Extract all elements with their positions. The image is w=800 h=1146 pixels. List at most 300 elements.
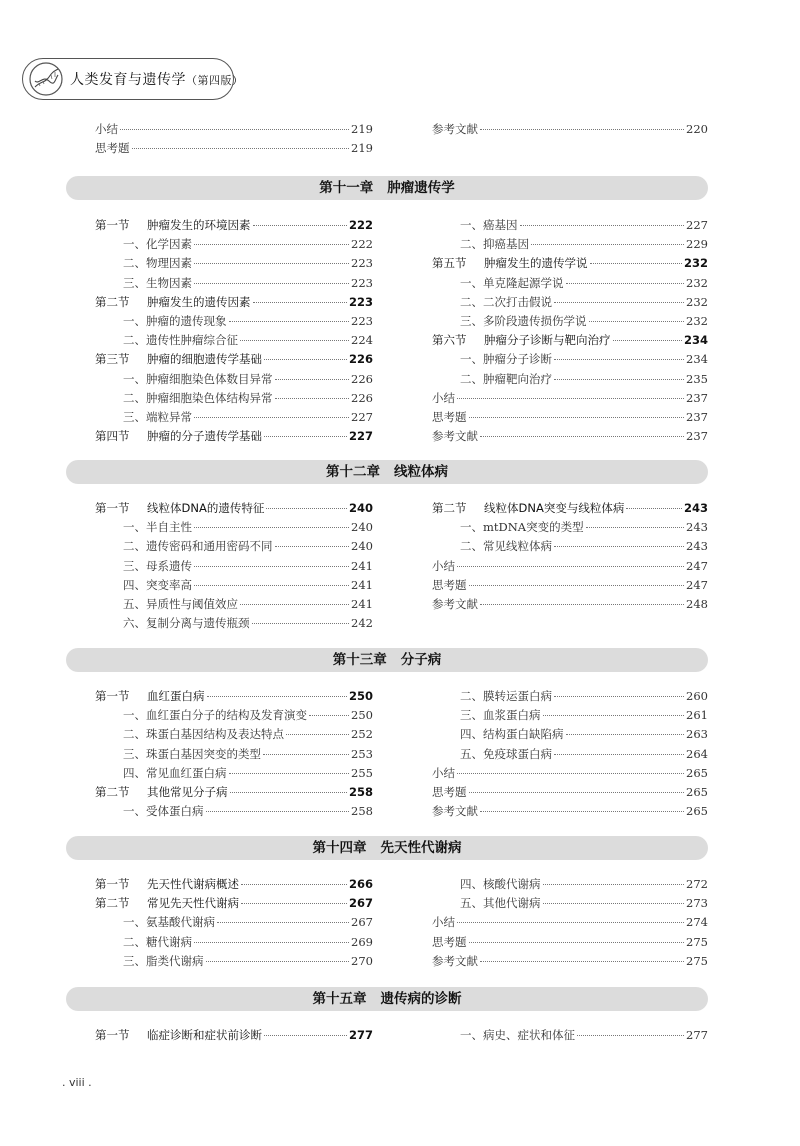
- dot-leader: [543, 903, 685, 904]
- toc-page-number: 227: [351, 409, 373, 424]
- toc-right-column: [432, 876, 708, 972]
- toc-entry[interactable]: [432, 428, 708, 447]
- toc-left-column: [95, 217, 373, 447]
- dot-leader: [554, 696, 684, 697]
- dot-leader: [194, 566, 349, 567]
- toc-page-number: 252: [351, 727, 373, 742]
- toc-page-number: 223: [351, 275, 373, 290]
- dot-leader: [590, 263, 682, 264]
- toc-section-label: [432, 332, 611, 348]
- toc-entry[interactable]: [432, 390, 708, 409]
- dot-leader: [286, 734, 349, 735]
- toc-entry[interactable]: [432, 953, 708, 972]
- toc-page-number: 265: [686, 765, 708, 780]
- chapter-heading[interactable]: [66, 836, 708, 860]
- toc-subsection-entry[interactable]: [432, 746, 708, 765]
- toc-entry-label: 三、生物因素: [123, 275, 192, 290]
- section-number: 第一节: [95, 689, 130, 703]
- section-title: 常见先天性代谢病: [147, 896, 239, 911]
- toc-entry-label: 参考文献: [432, 429, 478, 444]
- chapter-number: 第十二章: [326, 464, 380, 480]
- toc-subsection-entry[interactable]: [95, 953, 373, 972]
- toc-page-number: 241: [351, 596, 373, 611]
- toc-entry-label: 二、常见线粒体病: [460, 539, 552, 554]
- toc-page-number: 241: [351, 558, 373, 573]
- dot-leader: [241, 884, 347, 885]
- toc-page-number: 226: [351, 371, 373, 386]
- dot-leader: [264, 359, 347, 360]
- toc-section-entry[interactable]: [432, 255, 708, 274]
- toc-entry-label: 思考题: [432, 577, 467, 592]
- toc-entry-label: 小结: [432, 765, 455, 780]
- dot-leader: [229, 321, 350, 322]
- toc-entry-label: 三、血浆蛋白病: [460, 708, 541, 723]
- toc-subsection-entry[interactable]: [95, 236, 373, 255]
- toc-subsection-entry[interactable]: [432, 236, 708, 255]
- toc-entry-label: 三、多阶段遗传损伤学说: [460, 313, 587, 328]
- toc-section-entry[interactable]: [95, 500, 373, 519]
- toc-page-number: 265: [686, 784, 708, 799]
- toc-section-entry[interactable]: [95, 876, 373, 895]
- chapter-title: 分子病: [400, 652, 442, 668]
- toc-page-number: 234: [686, 352, 708, 367]
- toc-page-number: 232: [686, 275, 708, 290]
- toc-page-number: 240: [351, 539, 373, 554]
- dot-leader: [120, 129, 349, 130]
- toc-subsection-entry[interactable]: [95, 596, 373, 615]
- book-header: [22, 58, 244, 102]
- toc-page-number: 261: [686, 708, 708, 723]
- toc-section-label: [95, 351, 262, 367]
- section-number: 第一节: [95, 218, 130, 232]
- book-edition: （第四版）: [186, 74, 244, 87]
- toc-subsection-entry[interactable]: [432, 275, 708, 294]
- dot-leader: [264, 436, 347, 437]
- toc-section-label: [432, 255, 588, 271]
- toc-subsection-entry[interactable]: [95, 313, 373, 332]
- dot-leader: [253, 302, 347, 303]
- toc-subsection-entry[interactable]: [95, 538, 373, 557]
- toc-page-number: 224: [351, 333, 373, 348]
- toc-entry-label: 一、肿瘤分子诊断: [460, 352, 552, 367]
- toc-entry-label: 一、肿瘤的遗传现象: [123, 313, 227, 328]
- toc-subsection-entry[interactable]: [432, 726, 708, 745]
- section-title: 肿瘤分子诊断与靶向治疗: [484, 333, 611, 348]
- toc-page-number: 275: [686, 953, 708, 968]
- toc-section-entry[interactable]: [95, 784, 373, 803]
- toc-entry-label: 四、核酸代谢病: [460, 877, 541, 891]
- section-number: 第二节: [95, 784, 130, 799]
- toc-subsection-entry[interactable]: [432, 538, 708, 557]
- toc-entry-label: 一、受体蛋白病: [123, 804, 204, 819]
- toc-page-number: 241: [351, 577, 373, 592]
- toc-page-number: 234: [683, 333, 708, 348]
- dot-leader: [457, 566, 684, 567]
- toc-entry-label: 小结: [432, 390, 455, 405]
- toc-page-number: 255: [351, 765, 373, 780]
- toc-subsection-entry[interactable]: [95, 707, 373, 726]
- toc-page-number: 277: [348, 1028, 373, 1042]
- dot-leader: [554, 754, 684, 755]
- toc-page-number: 220: [686, 122, 708, 136]
- section-title: 肿瘤发生的环境因素: [147, 218, 251, 232]
- dna-helix-icon: [28, 61, 64, 97]
- toc-section-entry[interactable]: [95, 1027, 373, 1046]
- dot-leader: [543, 715, 685, 716]
- toc-entry[interactable]: [432, 914, 708, 933]
- toc-page-number: 237: [686, 390, 708, 405]
- toc-subsection-entry[interactable]: [95, 726, 373, 745]
- toc-entry-label: 五、其他代谢病: [460, 896, 541, 911]
- toc-entry[interactable]: [432, 765, 708, 784]
- toc-subsection-entry[interactable]: [95, 409, 373, 428]
- toc-page-number: 226: [348, 352, 373, 367]
- toc-entry-label: 一、单克隆起源学说: [460, 275, 564, 290]
- toc-section-label: [432, 500, 624, 516]
- dot-leader: [554, 379, 684, 380]
- toc-subsection-entry[interactable]: [95, 934, 373, 953]
- dot-leader: [554, 359, 684, 360]
- dot-leader: [543, 884, 685, 885]
- toc-entry[interactable]: [95, 121, 373, 140]
- toc-subsection-entry[interactable]: [432, 519, 708, 538]
- toc-entry-label: 一、癌基因: [460, 218, 518, 232]
- toc-page-number: 273: [686, 896, 708, 911]
- toc-entry-label: 一、化学因素: [123, 237, 192, 252]
- toc-page-number: 235: [686, 371, 708, 386]
- toc-entry-label: 一、半自主性: [123, 520, 192, 535]
- dot-leader: [275, 398, 350, 399]
- toc-entry-label: 三、母系遗传: [123, 558, 192, 573]
- dot-leader: [206, 811, 350, 812]
- dot-leader: [194, 527, 349, 528]
- toc-page-number: 226: [351, 390, 373, 405]
- dot-leader: [480, 604, 684, 605]
- toc-entry-label: 一、mtDNA突变的类型: [460, 520, 584, 535]
- toc-page-number: 263: [686, 727, 708, 742]
- book-title: [70, 69, 244, 89]
- section-title: 肿瘤发生的遗传因素: [147, 294, 251, 309]
- chapter-title: 遗传病的诊断: [380, 991, 462, 1007]
- section-title: 线粒体DNA的遗传特征: [147, 501, 265, 515]
- chapter-number: 第十五章: [312, 991, 367, 1007]
- toc-subsection-entry[interactable]: [432, 895, 708, 914]
- toc-page-number: 242: [351, 616, 373, 631]
- section-number: 第二节: [95, 294, 130, 309]
- dot-leader: [207, 696, 347, 697]
- dot-leader: [309, 715, 349, 716]
- toc-subsection-entry[interactable]: [432, 294, 708, 313]
- dot-leader: [480, 961, 684, 962]
- toc-subsection-entry[interactable]: [95, 765, 373, 784]
- toc-left-column: [95, 688, 373, 822]
- section-number: 第一节: [95, 877, 130, 891]
- toc-entry-label: 一、病史、症状和体征: [460, 1028, 575, 1042]
- toc-subsection-entry[interactable]: [95, 275, 373, 294]
- section-number: 第一节: [95, 1028, 130, 1042]
- toc-page-number: 237: [686, 409, 708, 424]
- chapter-number: 第十三章: [332, 652, 387, 668]
- section-title: 肿瘤发生的遗传学说: [484, 256, 588, 271]
- dot-leader: [480, 811, 684, 812]
- toc-subsection-entry[interactable]: [432, 876, 708, 895]
- toc-entry-label: 小结: [432, 558, 455, 573]
- dot-leader: [194, 263, 349, 264]
- toc-entry[interactable]: [432, 934, 708, 953]
- toc-page-number: 277: [686, 1028, 708, 1042]
- toc-subsection-entry[interactable]: [432, 688, 708, 707]
- toc-entry-label: 五、异质性与阈值效应: [123, 596, 238, 611]
- toc-section-entry[interactable]: [95, 428, 373, 447]
- toc-entry-label: 三、珠蛋白基因突变的类型: [123, 746, 261, 761]
- toc-entry-label: 二、物理因素: [123, 256, 192, 271]
- chapter-heading[interactable]: [66, 176, 708, 200]
- toc-entry-label: 参考文献: [432, 953, 478, 968]
- toc-right-column: [432, 688, 708, 822]
- toc-subsection-entry[interactable]: [432, 371, 708, 390]
- toc-entry[interactable]: [432, 596, 708, 615]
- toc-page-number: 267: [348, 896, 373, 911]
- toc-entry-label: 思考题: [432, 934, 467, 949]
- toc-subsection-entry[interactable]: [95, 914, 373, 933]
- dot-leader: [520, 225, 685, 226]
- dot-leader: [457, 773, 684, 774]
- toc-section-entry[interactable]: [95, 217, 373, 236]
- dot-leader: [457, 398, 684, 399]
- toc-entry-label: 二、抑癌基因: [460, 237, 529, 252]
- toc-entry-label: 思考题: [432, 784, 467, 799]
- toc-entry-label: 二、二次打击假说: [460, 294, 552, 309]
- chapter-heading[interactable]: [66, 460, 708, 484]
- toc-subsection-entry[interactable]: [432, 313, 708, 332]
- toc-page-number: 253: [351, 746, 373, 761]
- dot-leader: [241, 903, 347, 904]
- toc-page-number: 219: [351, 141, 373, 156]
- toc-subsection-entry[interactable]: [95, 803, 373, 822]
- dot-leader: [626, 508, 682, 509]
- section-number: 第二节: [432, 501, 467, 515]
- toc-subsection-entry[interactable]: [432, 707, 708, 726]
- dot-leader: [194, 417, 349, 418]
- toc-subsection-entry[interactable]: [95, 746, 373, 765]
- toc-page-number: 260: [686, 689, 708, 703]
- dot-leader: [132, 148, 350, 149]
- toc-subsection-entry[interactable]: [95, 558, 373, 577]
- toc-section-label: [95, 784, 228, 800]
- toc-right-column: [432, 1027, 708, 1046]
- toc-entry[interactable]: [432, 558, 708, 577]
- toc-entry[interactable]: [95, 140, 373, 159]
- chapter-heading[interactable]: [66, 987, 708, 1011]
- section-number: 第一节: [95, 501, 130, 515]
- toc-left-column: [95, 1027, 373, 1046]
- toc-entry-label: 六、复制分离与遗传瓶颈: [123, 616, 250, 631]
- toc-page-number: 243: [686, 520, 708, 535]
- dot-leader: [469, 942, 685, 943]
- dot-leader: [217, 922, 349, 923]
- toc-page-number: 219: [351, 122, 373, 136]
- toc-section-entry[interactable]: [95, 688, 373, 707]
- dot-leader: [457, 922, 684, 923]
- section-title: 线粒体DNA突变与线粒体病: [484, 501, 625, 515]
- dot-leader: [194, 244, 349, 245]
- toc-page-number: 264: [686, 746, 708, 761]
- dot-leader: [577, 1035, 684, 1036]
- dot-leader: [240, 604, 349, 605]
- dot-leader: [194, 585, 349, 586]
- chapter-title: 肿瘤遗传学: [387, 180, 455, 196]
- toc-page-number: 274: [686, 915, 708, 930]
- toc-page-number: 232: [686, 313, 708, 328]
- toc-entry-label: 二、糖代谢病: [123, 934, 192, 949]
- section-title: 血红蛋白病: [147, 689, 205, 703]
- dot-leader: [469, 585, 685, 586]
- toc-entry-label: 四、常见血红蛋白病: [123, 765, 227, 780]
- dot-leader: [275, 546, 350, 547]
- section-title: 其他常见分子病: [147, 784, 228, 799]
- toc-left-column: [95, 876, 373, 972]
- chapter-heading[interactable]: [66, 648, 708, 672]
- toc-section-label: [95, 688, 205, 704]
- dot-leader: [229, 773, 350, 774]
- toc-page-number: 240: [348, 501, 373, 515]
- toc-page-number: 247: [686, 577, 708, 592]
- section-number: 第三节: [95, 352, 130, 367]
- toc-section-entry[interactable]: [95, 294, 373, 313]
- toc-entry-label: 二、遗传密码和通用密码不同: [123, 539, 273, 554]
- toc-subsection-entry[interactable]: [432, 217, 708, 236]
- toc-page-number: 222: [348, 218, 373, 232]
- dot-leader: [566, 734, 685, 735]
- toc-section-entry[interactable]: [95, 895, 373, 914]
- toc-entry-label: 小结: [95, 122, 118, 136]
- toc-page-number: 223: [348, 294, 373, 309]
- dot-leader: [613, 340, 682, 341]
- toc-page-number: 247: [686, 558, 708, 573]
- dot-leader: [554, 546, 684, 547]
- toc-page-number: 232: [683, 256, 708, 271]
- toc-entry-label: 四、突变率高: [123, 577, 192, 592]
- dot-leader: [480, 129, 684, 130]
- toc-entry-label: 一、氨基酸代谢病: [123, 915, 215, 930]
- toc-entry-label: 思考题: [432, 409, 467, 424]
- toc-page-number: 223: [351, 256, 373, 271]
- dot-leader: [586, 527, 684, 528]
- dot-leader: [469, 417, 685, 418]
- toc-page-number: 227: [686, 218, 708, 232]
- toc-subsection-entry[interactable]: [432, 1027, 708, 1046]
- toc-left-column: [95, 500, 373, 634]
- dot-leader: [266, 508, 347, 509]
- dot-leader: [275, 379, 350, 380]
- toc-page-number: 250: [351, 708, 373, 723]
- toc-section-entry[interactable]: [432, 332, 708, 351]
- dot-leader: [554, 302, 684, 303]
- toc-subsection-entry[interactable]: [95, 577, 373, 596]
- toc-section-label: [95, 1027, 262, 1043]
- chapter-number: 第十一章: [319, 180, 374, 196]
- dot-leader: [531, 244, 684, 245]
- toc-entry[interactable]: [432, 803, 708, 822]
- chapter-title: 先天性代谢病: [380, 840, 462, 856]
- toc-page-number: 243: [686, 539, 708, 554]
- toc-entry[interactable]: [432, 784, 708, 803]
- toc-page-number: 223: [351, 313, 373, 328]
- toc-subsection-entry[interactable]: [95, 519, 373, 538]
- chapter-number: 第十四章: [312, 840, 367, 856]
- toc-entry-label: 三、端粒异常: [123, 409, 192, 424]
- dot-leader: [480, 436, 684, 437]
- toc-section-label: [95, 217, 251, 233]
- dot-leader: [566, 283, 685, 284]
- dot-leader: [264, 1035, 347, 1036]
- toc-entry-label: 二、膜转运蛋白病: [460, 689, 552, 703]
- toc-entry-label: 参考文献: [432, 596, 478, 611]
- toc-entry-label: 三、脂类代谢病: [123, 953, 204, 968]
- toc-entry-label: 二、肿瘤细胞染色体结构异常: [123, 390, 273, 405]
- toc-page-number: 275: [686, 934, 708, 949]
- toc-page-number: 229: [686, 237, 708, 252]
- toc-subsection-entry[interactable]: [95, 371, 373, 390]
- toc-page-number: 258: [351, 804, 373, 819]
- toc-subsection-entry[interactable]: [95, 255, 373, 274]
- toc-entry[interactable]: [432, 577, 708, 596]
- toc-page-number: 222: [351, 237, 373, 252]
- toc-section-label: [95, 294, 251, 310]
- toc-section-entry[interactable]: [95, 351, 373, 370]
- toc-right-column: [432, 217, 708, 447]
- toc-page-number: 269: [351, 934, 373, 949]
- toc-page-number: 243: [683, 501, 708, 515]
- toc-page-number: 270: [351, 953, 373, 968]
- dot-leader: [263, 754, 349, 755]
- toc-subsection-entry[interactable]: [95, 390, 373, 409]
- toc-entry-label: 一、血红蛋白分子的结构及发育演变: [123, 708, 307, 723]
- toc-entry-label: 一、肿瘤细胞染色体数目异常: [123, 371, 273, 386]
- toc-page-number: 266: [348, 877, 373, 891]
- toc-entry-label: 思考题: [95, 141, 130, 156]
- dot-leader: [230, 792, 347, 793]
- toc-subsection-entry[interactable]: [95, 615, 373, 634]
- section-number: 第二节: [95, 896, 130, 911]
- dot-leader: [253, 225, 347, 226]
- dot-leader: [252, 623, 350, 624]
- toc-section-entry[interactable]: [432, 500, 708, 519]
- toc-page-number: 248: [686, 596, 708, 611]
- toc-page-number: 265: [686, 804, 708, 819]
- toc-entry-label: 五、免疫球蛋白病: [460, 746, 552, 761]
- dot-leader: [194, 942, 349, 943]
- toc-page-number: 227: [348, 429, 373, 444]
- book-title-text: 人类发育与遗传学: [70, 72, 186, 88]
- toc-subsection-entry[interactable]: [432, 351, 708, 370]
- toc-entry-label: 参考文献: [432, 122, 478, 136]
- toc-page-number: 267: [351, 915, 373, 930]
- toc-page-number: 237: [686, 429, 708, 444]
- section-title: 先天性代谢病概述: [147, 877, 239, 891]
- section-title: 临症诊断和症状前诊断: [147, 1028, 262, 1042]
- section-number: 第四节: [95, 429, 130, 444]
- toc-page-number: 272: [686, 877, 708, 891]
- toc-entry[interactable]: [432, 409, 708, 428]
- toc-entry[interactable]: [432, 121, 708, 140]
- toc-subsection-entry[interactable]: [95, 332, 373, 351]
- toc-page-number: 232: [686, 294, 708, 309]
- toc-section-label: [95, 428, 262, 444]
- toc-entry-label: 二、遗传性肿瘤综合征: [123, 333, 238, 348]
- chapter-title: 线粒体病: [394, 464, 448, 480]
- toc-entry-label: 参考文献: [432, 804, 478, 819]
